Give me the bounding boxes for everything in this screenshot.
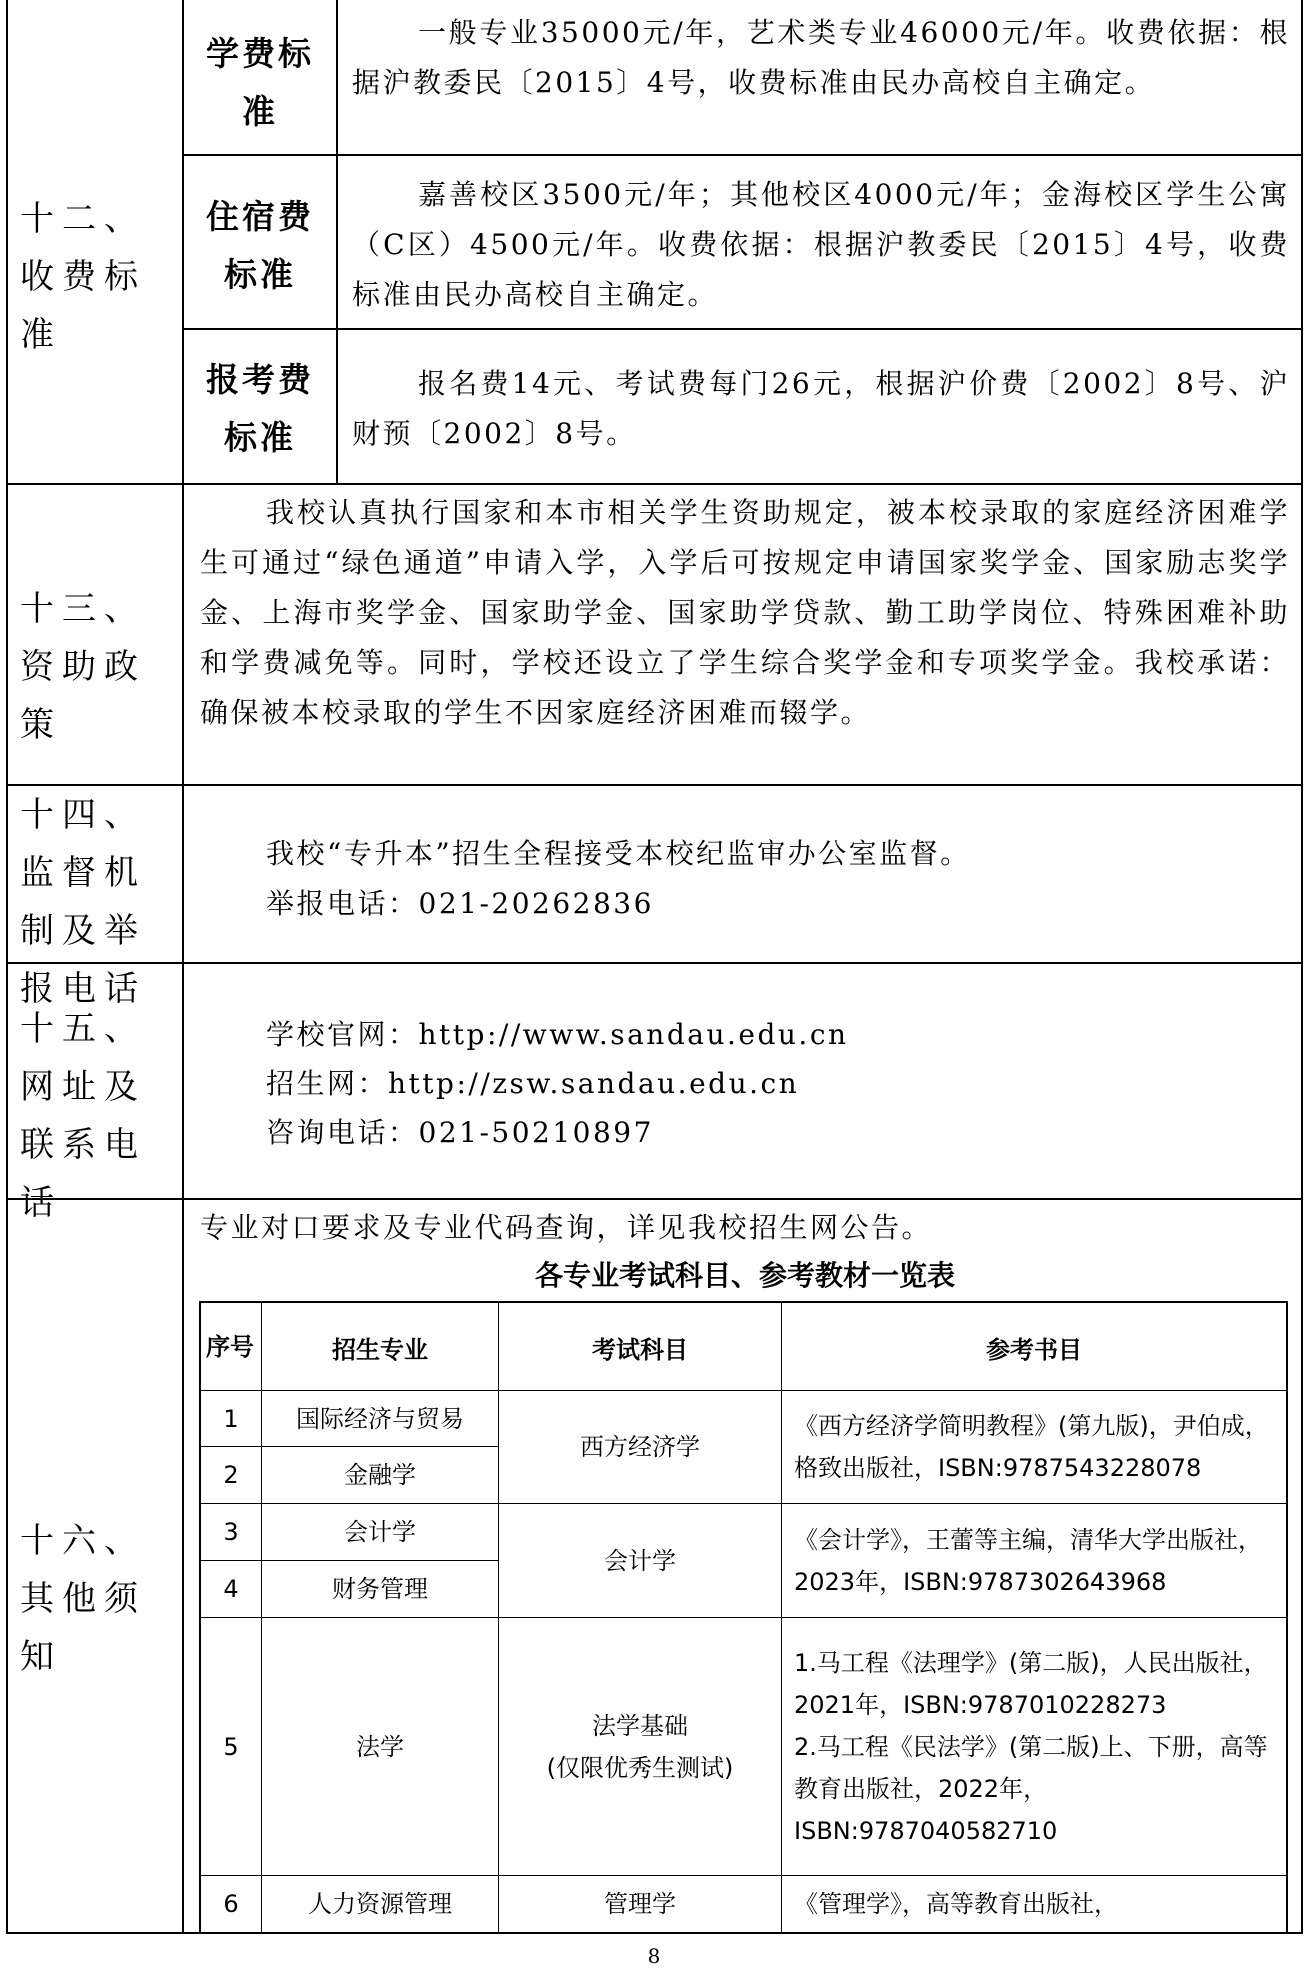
row-major: 法学 xyxy=(356,1732,404,1761)
frame-left-line xyxy=(6,0,8,1934)
admissions-website: 招生网：http://zsw.sandau.edu.cn xyxy=(266,1067,800,1100)
row-number: 2 xyxy=(223,1461,239,1489)
section-title-supervision: 十四、监督机制及举报电话 xyxy=(20,795,146,1009)
reference-book-cell: 《西方经济学简明教程》(第九版)，尹伯成，格致出版社，ISBN:9787543228078 xyxy=(794,1412,1269,1482)
table-line xyxy=(199,1301,1288,1303)
header-serial-number: 序号 xyxy=(206,1333,254,1361)
exam-subject-name: 法学基础 xyxy=(592,1711,688,1740)
reference-book-cell xyxy=(782,1618,1286,1875)
exam-subject-cell xyxy=(499,1618,781,1875)
accommodation-text: 嘉善校区3500元/年；其他校区4000元/年；金海校区学生公寓（C区）4500元/年。收费依据：根据沪教委民〔2015〕4号，收费标准由民办高校自主确定。 xyxy=(352,178,1290,311)
reference-book-item: 2.马工程《民法学》(第二版)上、下册，高等教育出版社，2022年，ISBN:9787040582710 xyxy=(794,1732,1268,1845)
frame-label-column-line xyxy=(182,0,184,1934)
financial-aid-text: 我校认真执行国家和本市相关学生资助规定，被本校录取的家庭经济困难学生可通过“绿色通道”申请入学，入学后可按规定申请国家奖学金、国家励志奖学金、上海市奖学金、国家助学金、国家助学贷款、勤工助学岗位、特殊困难补助和学费减免等。同时，学校还设立了学生综合奖学金和专项奖学金。我校承诺：确保被本校录取的学生不因家庭经济困难而辍学。 xyxy=(200,496,1290,729)
exam-subject-note: (仅限优秀生测试) xyxy=(546,1753,734,1782)
official-website: 学校官网：http://www.sandau.edu.cn xyxy=(266,1018,849,1051)
tuition-text: 一般专业35000元/年，艺术类专业46000元/年。收费依据：根据沪教委民〔2015〕4号，收费标准由民办高校自主确定。 xyxy=(352,16,1290,99)
row-number: 4 xyxy=(223,1575,239,1603)
reference-book-cell: 《会计学》，王蕾等主编，清华大学出版社，2023年，ISBN:9787302643968 xyxy=(794,1525,1262,1596)
exam-subject-cell: 会计学 xyxy=(604,1546,676,1575)
row-number: 1 xyxy=(223,1404,239,1433)
frame-right-line xyxy=(1301,0,1303,1934)
row-major: 财务管理 xyxy=(332,1575,428,1603)
section-title-contact: 十五、网址及联系电话 xyxy=(20,1009,146,1223)
section-title-financial-aid: 十三、资助政策 xyxy=(20,589,146,745)
row-major: 金融学 xyxy=(344,1461,416,1489)
section-divider xyxy=(6,962,1303,964)
row-number: 5 xyxy=(223,1732,239,1761)
section-divider xyxy=(6,483,1303,485)
row-major: 人力资源管理 xyxy=(308,1890,452,1918)
section-divider xyxy=(6,1198,1303,1200)
row-divider xyxy=(182,154,1303,156)
page-number: 8 xyxy=(647,1944,661,1968)
report-phone: 举报电话：021-20262836 xyxy=(266,887,654,920)
header-major: 招生专业 xyxy=(332,1335,428,1364)
tuition-label: 学费标准 xyxy=(206,34,314,131)
section-divider xyxy=(6,784,1303,786)
row-major: 国际经济与贸易 xyxy=(296,1404,464,1433)
section-title-notes: 十六、其他须知 xyxy=(20,1521,146,1677)
exam-table-title: 各专业考试科目、参考教材一览表 xyxy=(534,1259,955,1292)
header-exam-subject: 考试科目 xyxy=(592,1335,688,1364)
row-major: 会计学 xyxy=(344,1518,416,1546)
consultation-phone: 咨询电话：021-50210897 xyxy=(266,1116,654,1149)
sublabel-column-line xyxy=(336,0,338,484)
exam-subject-cell: 管理学 xyxy=(604,1890,676,1918)
section-title-fees: 十二、收费标准 xyxy=(20,199,146,355)
header-reference-books: 参考书目 xyxy=(986,1335,1082,1364)
accommodation-label: 住宿费标准 xyxy=(206,197,314,294)
row-number: 6 xyxy=(223,1890,239,1918)
frame-bottom-line xyxy=(6,1932,1303,1934)
exam-subject-cell: 西方经济学 xyxy=(580,1433,700,1461)
reference-book-cell: 《管理学》，高等教育出版社， xyxy=(794,1890,1118,1918)
application-fee-label: 报考费标准 xyxy=(206,360,314,457)
row-number: 3 xyxy=(223,1518,239,1546)
supervision-text: 我校“专升本”招生全程接受本校纪监审办公室监督。 xyxy=(266,837,971,870)
row-divider xyxy=(182,328,1303,330)
reference-book-item: 1.马工程《法理学》(第二版)，人民出版社，2021年，ISBN:9787010228273 xyxy=(794,1648,1268,1719)
application-fee-text: 报名费14元、考试费每门26元，根据沪价费〔2002〕8号、沪财预〔2002〕8号。 xyxy=(352,367,1290,450)
notes-intro: 专业对口要求及专业代码查询，详见我校招生网公告。 xyxy=(200,1211,933,1244)
